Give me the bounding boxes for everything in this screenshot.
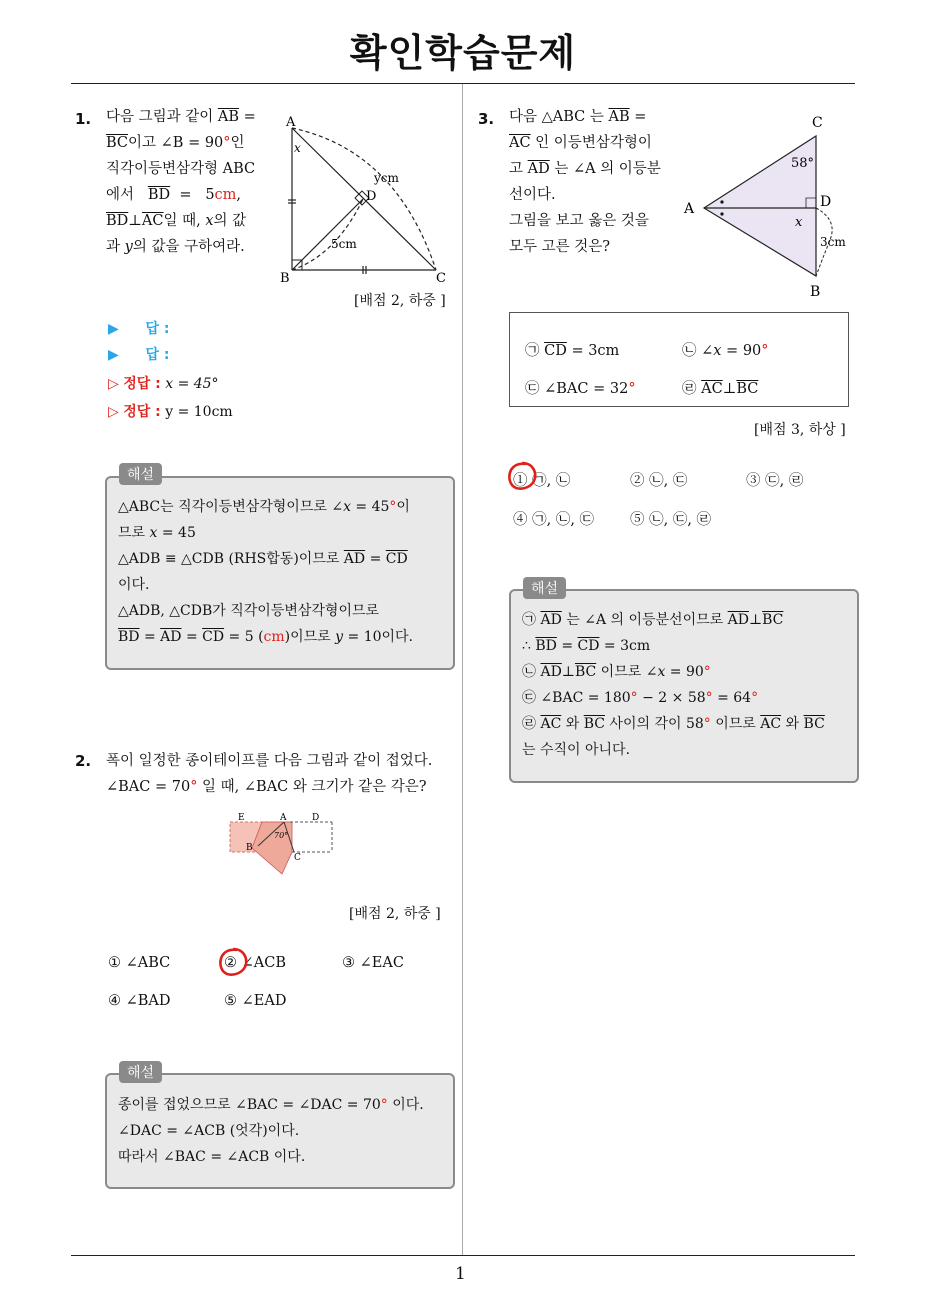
q2-number: 2.	[75, 752, 92, 770]
q1-explain-line-1: △ABC는 직각이등변삼각형이므로 ∠x = 45°이	[118, 499, 410, 515]
q3-label-D: D	[820, 194, 832, 210]
q1-explain-line-6: $\overline{BD} = \overline{AD} = \overline{CD} = 5$ (cm)이므로 y = 10이다.	[118, 629, 414, 645]
q3-explain-text	[522, 607, 825, 763]
q2-label-angle: 70°	[274, 831, 289, 840]
q2-score: [배점 2, 하중 ]	[349, 906, 441, 922]
q1-label-A: A	[286, 115, 296, 130]
page-title: 확인학습문제	[349, 31, 577, 75]
q3-statement-2: ㉡ ∠x = 90°	[682, 343, 769, 359]
q3-selected-circle-icon	[505, 460, 539, 492]
q3-label-A: A	[684, 201, 695, 217]
red-triangle-icon: ▷	[108, 404, 119, 420]
q3-choice-3[interactable]: ③ ㉢, ㉣	[746, 473, 804, 489]
q1-correct-label-1: 정답 :	[123, 376, 161, 392]
q2-line-1: 폭이 일정한 종이테이프를 다음 그림과 같이 접었다.	[106, 753, 433, 769]
q2-label-A: A	[280, 813, 287, 823]
bottom-rule	[71, 1255, 855, 1256]
q1-line-4: 에서 $\overline{BD} = 5cm$,	[106, 187, 242, 203]
q3-explain-line-3: ㉡ $\overline{AD}\perp\overline{BC}$ 이므로 ∠x = 90°	[522, 664, 711, 680]
q2-label-D: D	[312, 813, 320, 823]
q1-label-bd: 5cm	[331, 237, 357, 251]
q3-figure	[680, 110, 852, 300]
q3-explain-line-5: ㉣ $\overline{AC}$ 와 $\overline{BC}$ 사이의 각이 58° 이므로 $\overline{AC}$ 와 $\overline{BC}$	[522, 716, 825, 732]
page-number: 1	[455, 1264, 466, 1284]
q3-line-6: 모두 고른 것은?	[509, 239, 611, 255]
q1-correct-row-1	[108, 373, 219, 393]
q1-answer-label-1: 답 :	[145, 321, 170, 337]
q3-statement-1: ㉠ $\overline{CD} = 3cm$	[525, 343, 620, 359]
q1-score: [배점 2, 하중 ]	[354, 293, 446, 309]
q3-explain-line-1: ㉠ $\overline{AD}$ 는 ∠A 의 이등분선이므로 $\overline{AD}\perp\overline{BC}$	[522, 612, 784, 628]
q1-explain-line-5: △ADB, △CDB가 직각이등변삼각형이므로	[118, 603, 380, 619]
q1-answer-row-2	[108, 344, 169, 364]
q1-label-C: C	[436, 271, 446, 286]
q1-line-5: $\overline{BD}\perp\overline{AC}$일 때, x의 값	[106, 213, 247, 229]
q1-correct-label-2: 정답 :	[123, 404, 161, 420]
q3-score: [배점 3, 하상 ]	[754, 422, 846, 438]
red-triangle-icon: ▷	[108, 376, 119, 392]
q3-label-B: B	[810, 284, 821, 300]
q1-correct-row-2	[108, 401, 233, 421]
blue-arrow-icon: ▶	[108, 347, 119, 363]
q3-choice-5[interactable]: ⑤ ㉡, ㉢, ㉣	[630, 512, 712, 528]
q3-line-5: 그림을 보고 옳은 것을	[509, 213, 649, 229]
q1-text	[106, 104, 262, 260]
q2-explain-line-2: ∠DAC = ∠ACB (엇각)이다.	[118, 1123, 300, 1139]
q2-label-C: C	[294, 853, 301, 863]
q3-label-angle: 58°	[791, 156, 815, 171]
q2-text	[106, 748, 432, 800]
q2-choice-3[interactable]: ③ ∠EAC	[342, 955, 404, 971]
q3-explain-tag: 해설	[523, 577, 566, 599]
q3-explain-line-4: ㉢ ∠BAC = 180° − 2 × 58° = 64°	[522, 690, 759, 706]
q2-choice-1[interactable]: ① ∠ABC	[108, 955, 171, 971]
q1-label-x: x	[294, 141, 301, 155]
q1-label-y: ycm	[374, 171, 399, 185]
q3-explain-line-6: 는 수직이 아니다.	[522, 742, 631, 758]
q1-correct-1: x = 45°	[165, 376, 219, 392]
q3-statement-4: ㉣ $\overline{AC}\perp\overline{BC}$	[682, 381, 759, 397]
column-divider	[462, 84, 463, 1256]
q1-explain-text	[118, 494, 413, 650]
blue-arrow-icon: ▶	[108, 321, 119, 337]
q1-figure	[276, 110, 456, 290]
q3-line-1: 다음 △ABC 는 $\overline{AB}$ =	[509, 109, 647, 125]
q3-label-C: C	[812, 115, 823, 131]
q3-choice-4[interactable]: ④ ㉠, ㉡, ㉢	[513, 512, 595, 528]
q3-choice-2[interactable]: ② ㉡, ㉢	[630, 473, 688, 489]
q2-explain-line-3: 따라서 ∠BAC = ∠ACB 이다.	[118, 1149, 306, 1165]
q3-choice-1[interactable]: ① ㉠, ㉡	[513, 473, 571, 489]
q2-choice-4[interactable]: ④ ∠BAD	[108, 993, 171, 1009]
q3-line-3: 고 $\overline{AD}$ 는 ∠A 의 이등분	[509, 161, 661, 177]
q1-line-2: $\overline{BC}$이고 ∠B = 90°인	[106, 135, 245, 151]
q1-answer-row-1	[108, 318, 169, 338]
q3-number: 3.	[478, 110, 495, 128]
q1-line-6: 과 y의 값을 구하여라.	[106, 239, 245, 255]
q2-explain-tag: 해설	[119, 1061, 162, 1083]
q2-line-2: ∠BAC = 70° 일 때, ∠BAC 와 크기가 같은 각은?	[106, 779, 427, 795]
q1-line-3: 직각이등변삼각형 ABC	[106, 161, 256, 177]
q1-explain-line-2: 므로 x = 45	[118, 525, 196, 541]
q3-explain-line-2: ∴ $\overline{BD} = \overline{CD} = 3cm$	[522, 638, 651, 654]
q2-choice-2[interactable]: ② ∠ACB	[224, 955, 286, 971]
q1-answer-label-2: 답 :	[145, 347, 170, 363]
top-rule	[71, 83, 855, 84]
q2-explain-line-1: 종이를 접었으므로 ∠BAC = ∠DAC = 70° 이다.	[118, 1097, 424, 1113]
q1-correct-2: y = 10cm	[165, 404, 233, 420]
q1-explain-line-4: 이다.	[118, 577, 150, 593]
q2-explain-text	[118, 1092, 424, 1170]
q1-label-B: B	[280, 271, 290, 286]
q1-label-D: D	[366, 189, 377, 204]
q1-explain-line-3: △ADB ≡ △CDB (RHS합동)이므로 $\overline{AD} = \overline{CD}$	[118, 551, 408, 567]
q1-number: 1.	[75, 110, 92, 128]
q3-label-cd: 3cm	[820, 235, 846, 249]
q3-statement-3: ㉢ ∠BAC = 32°	[525, 381, 636, 397]
q2-label-B: B	[246, 843, 253, 853]
q2-label-E: E	[238, 813, 245, 823]
q3-label-x: x	[795, 215, 803, 230]
q2-selected-circle-icon	[216, 946, 250, 978]
q3-line-4: 선이다.	[509, 187, 556, 203]
q2-choice-5[interactable]: ⑤ ∠EAD	[224, 993, 287, 1009]
q3-line-2: $\overline{AC}$ 인 이등변삼각형이	[509, 135, 652, 151]
q1-line-1: 다음 그림과 같이 $\overline{AB}$ =	[106, 109, 256, 125]
q1-explain-tag: 해설	[119, 463, 162, 485]
q3-text	[509, 104, 665, 260]
q2-figure	[222, 810, 338, 880]
